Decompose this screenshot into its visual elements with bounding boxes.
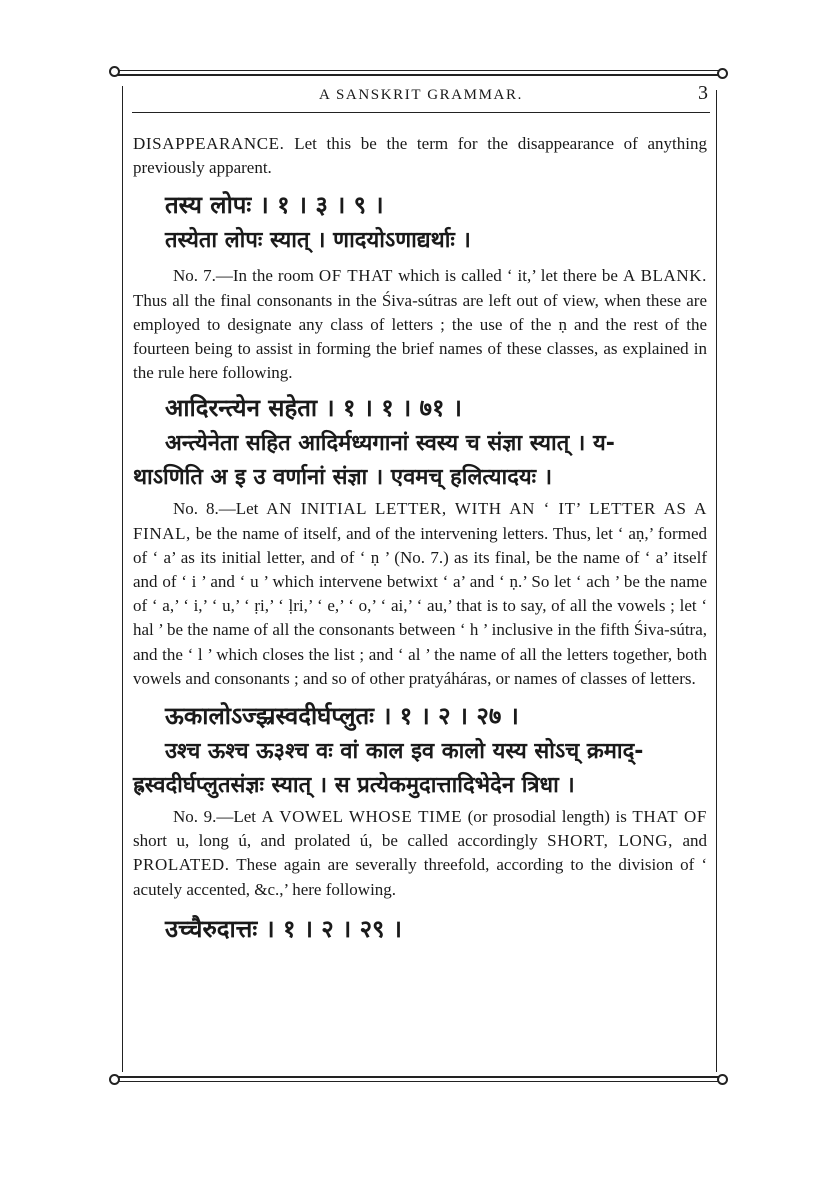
small-caps-run: OF THAT <box>318 266 394 286</box>
left-border <box>122 86 123 1072</box>
small-caps-run: THAT OF <box>632 807 707 827</box>
sanskrit-commentary: तस्येता लोपः स्यात् । णादयोऽणाद्यर्थाः । <box>165 228 471 254</box>
top-rule <box>118 70 722 71</box>
text-run: No. 7.—In the room <box>173 266 319 286</box>
term-label: DISAPPEARANCE. <box>133 134 285 153</box>
corner-ornament <box>109 66 120 77</box>
text-run: These again are severally threefold, according to the division of ‘ acutely accented, &c.,’ here following. <box>133 855 707 899</box>
paragraph-no8 <box>133 497 707 691</box>
small-caps-run: PROLATED. <box>133 855 230 875</box>
bottom-rule-thick <box>118 1076 722 1078</box>
sanskrit-commentary-cont: थाऽणिति अ इ उ वर्णानां संज्ञा । एवमच् हलित्यादयः । <box>133 465 553 491</box>
small-caps-run: A VOWEL WHOSE TIME <box>261 807 463 827</box>
paragraph-no7 <box>133 264 707 385</box>
text-run: and <box>673 831 708 851</box>
definition-text: Let this be the term for the disappearance of anything previously apparent. <box>133 134 707 178</box>
text-run: be the name of itself, and of the intervening letters. Thus, let ‘ aṇ,’ formed of ‘ a’ as its initial letter, and of ‘ ṇ ’ (No. 7.) as its final, be the name of ‘ a’ itself and of ‘ i ’ and ‘ u ’ which intervene betwixt ‘ a’ and ‘ ṇ.’ So let ‘ ach ’ be the name of ‘ a,’ ‘ i,’ ‘ u,’ ‘ ṛi,’ ‘ ḷri,’ ‘ e,’ ‘ o,’ ‘ ai,’ ‘ au,’ that is to say, of all the vowels ; let ‘ hal ’ be the name of all the consonants between ‘ h ’ inclusive in the fifth Śiva-sútra, and the ‘ l ’ which closes the list ; and ‘ al ’ the name of all the letters together, both vowels and consonants ; and so of other pratyáháras, or names of classes of letters. <box>133 523 707 688</box>
page-body <box>133 132 707 948</box>
sanskrit-commentary-cont: ह्रस्वदीर्घप्लुतसंज्ञः स्यात् । स प्रत्येकमुदात्तादिभेदेन त्रिधा । <box>133 773 575 799</box>
small-caps-run: AN INITIAL LETTER, WITH AN ‘ IT’ LETTER AS A FINAL, <box>133 499 707 543</box>
text-run: short u, long ú, and prolated ú, be called accordingly <box>133 831 548 851</box>
sanskrit-sutra: आदिरन्त्येन सहेता । १ । १ । ७१ । <box>165 394 462 423</box>
right-border <box>716 90 717 1072</box>
running-header <box>132 84 710 113</box>
corner-ornament <box>717 68 728 79</box>
page-number: 3 <box>698 82 708 104</box>
text-run: Thus all the final consonants in the Śiva-sútras are left out of view, when these are employed to designate any class of letters ; the use of the ṇ and the rest of the fourteen being to assist in forming the brief names of these classes, as explained in the rule here following. <box>133 290 707 383</box>
corner-ornament <box>717 1074 728 1085</box>
sanskrit-sutra: उच्चैरुदात्तः । १ । २ । २९ । <box>165 914 402 943</box>
paragraph-no9 <box>133 805 707 902</box>
text-run: which is called ‘ it,’ let there be <box>393 266 623 286</box>
paragraph-disappearance <box>133 132 707 180</box>
sanskrit-sutra: तस्य लोपः । १ । ३ । ९ । <box>165 191 384 220</box>
bottom-rule <box>118 1081 722 1082</box>
sanskrit-commentary: उश्च ऊश्च ऊ३श्च वः वां काल इव कालो यस्य सोऽच् क्रमाद्- <box>165 739 644 765</box>
text-run: No. 9.—Let <box>173 807 262 827</box>
text-run: No. 8.—Let <box>173 499 267 519</box>
small-caps-run: A BLANK. <box>622 266 707 286</box>
sanskrit-commentary: अन्त्येनेता सहित आदिर्मध्यगानां स्वस्य च संज्ञा स्यात् । य- <box>165 431 615 457</box>
sanskrit-sutra: ऊकालोऽज्झ्रस्वदीर्घप्लुतः । १ । २ । २७ । <box>165 702 519 731</box>
corner-ornament <box>109 1074 120 1085</box>
top-rule-thick <box>118 74 722 76</box>
text-run: (or prosodial length) is <box>462 807 633 827</box>
small-caps-run: SHORT, LONG, <box>547 831 673 851</box>
running-title: A SANSKRIT GRAMMAR. <box>319 87 523 103</box>
